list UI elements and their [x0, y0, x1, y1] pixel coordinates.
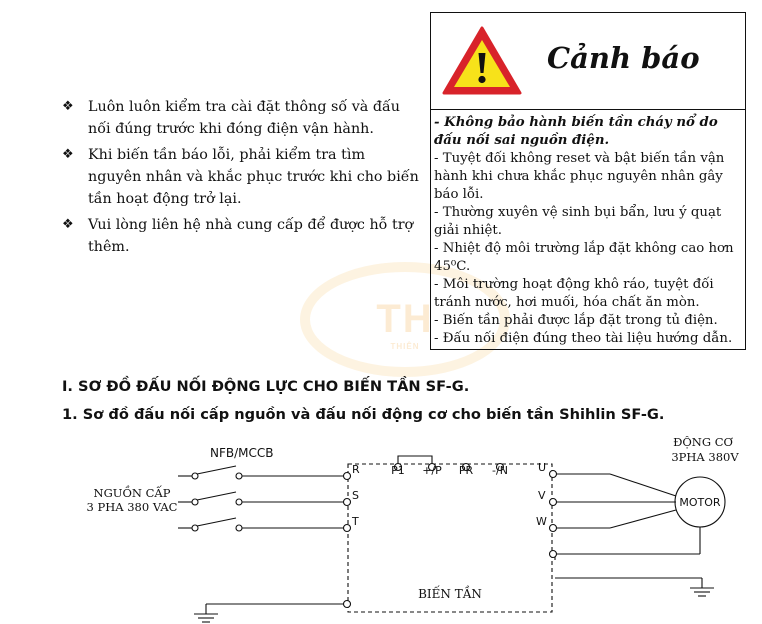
motor-rating: 3PHA 380V — [671, 450, 739, 464]
terminal-ground-left — [344, 601, 351, 608]
warning-line: - Thường xuyên vệ sinh bụi bẩn, lưu ý quạt giải nhiệt. — [434, 205, 722, 238]
bullet-item — [62, 144, 422, 210]
terminal-label-pr: PR — [458, 464, 474, 477]
warning-line: - Đấu nối điện đúng theo tài liệu hướng dẫn. — [434, 331, 733, 346]
terminal-label-s: S — [352, 489, 359, 502]
terminal-ground-right — [550, 551, 557, 558]
terminal-label-minus-n: -/N — [492, 464, 508, 477]
wiring-diagram — [0, 430, 762, 624]
bullet-text: Luôn luôn kiểm tra cài đặt thông số và đấu nối đúng trước khi đóng điện vận hành. — [88, 99, 400, 137]
terminal-t — [344, 525, 351, 532]
warning-lines — [431, 110, 745, 348]
terminal-u — [550, 471, 557, 478]
section-heading: I. SƠ ĐỒ ĐẤU NỐI ĐỘNG LỰC CHO BIẾN TẦN SF-G. — [62, 378, 470, 395]
terminal-label-t: T — [352, 515, 359, 528]
warning-box — [430, 12, 746, 350]
inverter-label: BIẾN TẦN — [418, 587, 482, 601]
safety-bullet-list — [62, 96, 422, 262]
breaker-label: NFB/MCCB — [210, 446, 274, 460]
watermark-subtext: THIÊN — [390, 342, 420, 351]
source-voltage-label: 3 PHA 380 VAC — [86, 500, 178, 514]
terminal-label-v: V — [538, 489, 546, 502]
bullet-item — [62, 96, 422, 140]
terminal-label-r: R — [352, 463, 360, 476]
warning-line: - Tuyệt đối không reset và bật biến tần vận hành khi chưa khắc phục nguyên nhân gây báo lỗi. — [434, 151, 725, 202]
motor-title: ĐỘNG CƠ — [673, 435, 733, 449]
diamond-bullet-icon: ❖ — [62, 99, 74, 114]
subsection-heading: 1. Sơ đồ đấu nối cấp nguồn và đấu nối động cơ cho biến tần Shihlin SF-G. — [62, 406, 665, 423]
terminal-label-p1: P1 — [391, 464, 405, 477]
motor-label: MOTOR — [679, 496, 721, 509]
terminal-w — [550, 525, 557, 532]
diamond-bullet-icon: ❖ — [62, 217, 74, 232]
warning-line: - Biến tần phải được lắp đặt trong tủ điện. — [434, 313, 718, 328]
warning-line: - Nhiệt độ môi trường lắp đặt không cao hơn 45⁰C. — [434, 241, 734, 274]
bullet-item — [62, 214, 422, 258]
warning-title: Cảnh báo — [547, 41, 700, 75]
watermark-text: TH — [376, 297, 434, 341]
source-label: NGUỒN CẤP — [93, 486, 171, 500]
terminal-label-w: W — [536, 515, 547, 528]
warning-triangle-icon — [441, 25, 523, 97]
bullet-text: Khi biến tần báo lỗi, phải kiểm tra tìm nguyên nhân và khắc phục trước khi cho biến tần hoạt động trở lại. — [88, 147, 419, 207]
warning-line-warranty: - Không bảo hành biến tần cháy nổ do đấu nối sai nguồn điện. — [434, 115, 718, 148]
terminal-label-u: U — [538, 461, 547, 474]
terminal-v — [550, 499, 557, 506]
terminal-s — [344, 499, 351, 506]
bullet-text: Vui lòng liên hệ nhà cung cấp để được hỗ trợ thêm. — [88, 217, 414, 255]
warning-header — [431, 13, 745, 110]
warning-line: - Môi trường hoạt động khô ráo, tuyệt đối tránh nước, hơi muối, hóa chất ăn mòn. — [434, 277, 714, 310]
terminal-r — [344, 473, 351, 480]
terminal-label-plus-p: +/P — [422, 464, 442, 477]
diamond-bullet-icon: ❖ — [62, 147, 74, 162]
